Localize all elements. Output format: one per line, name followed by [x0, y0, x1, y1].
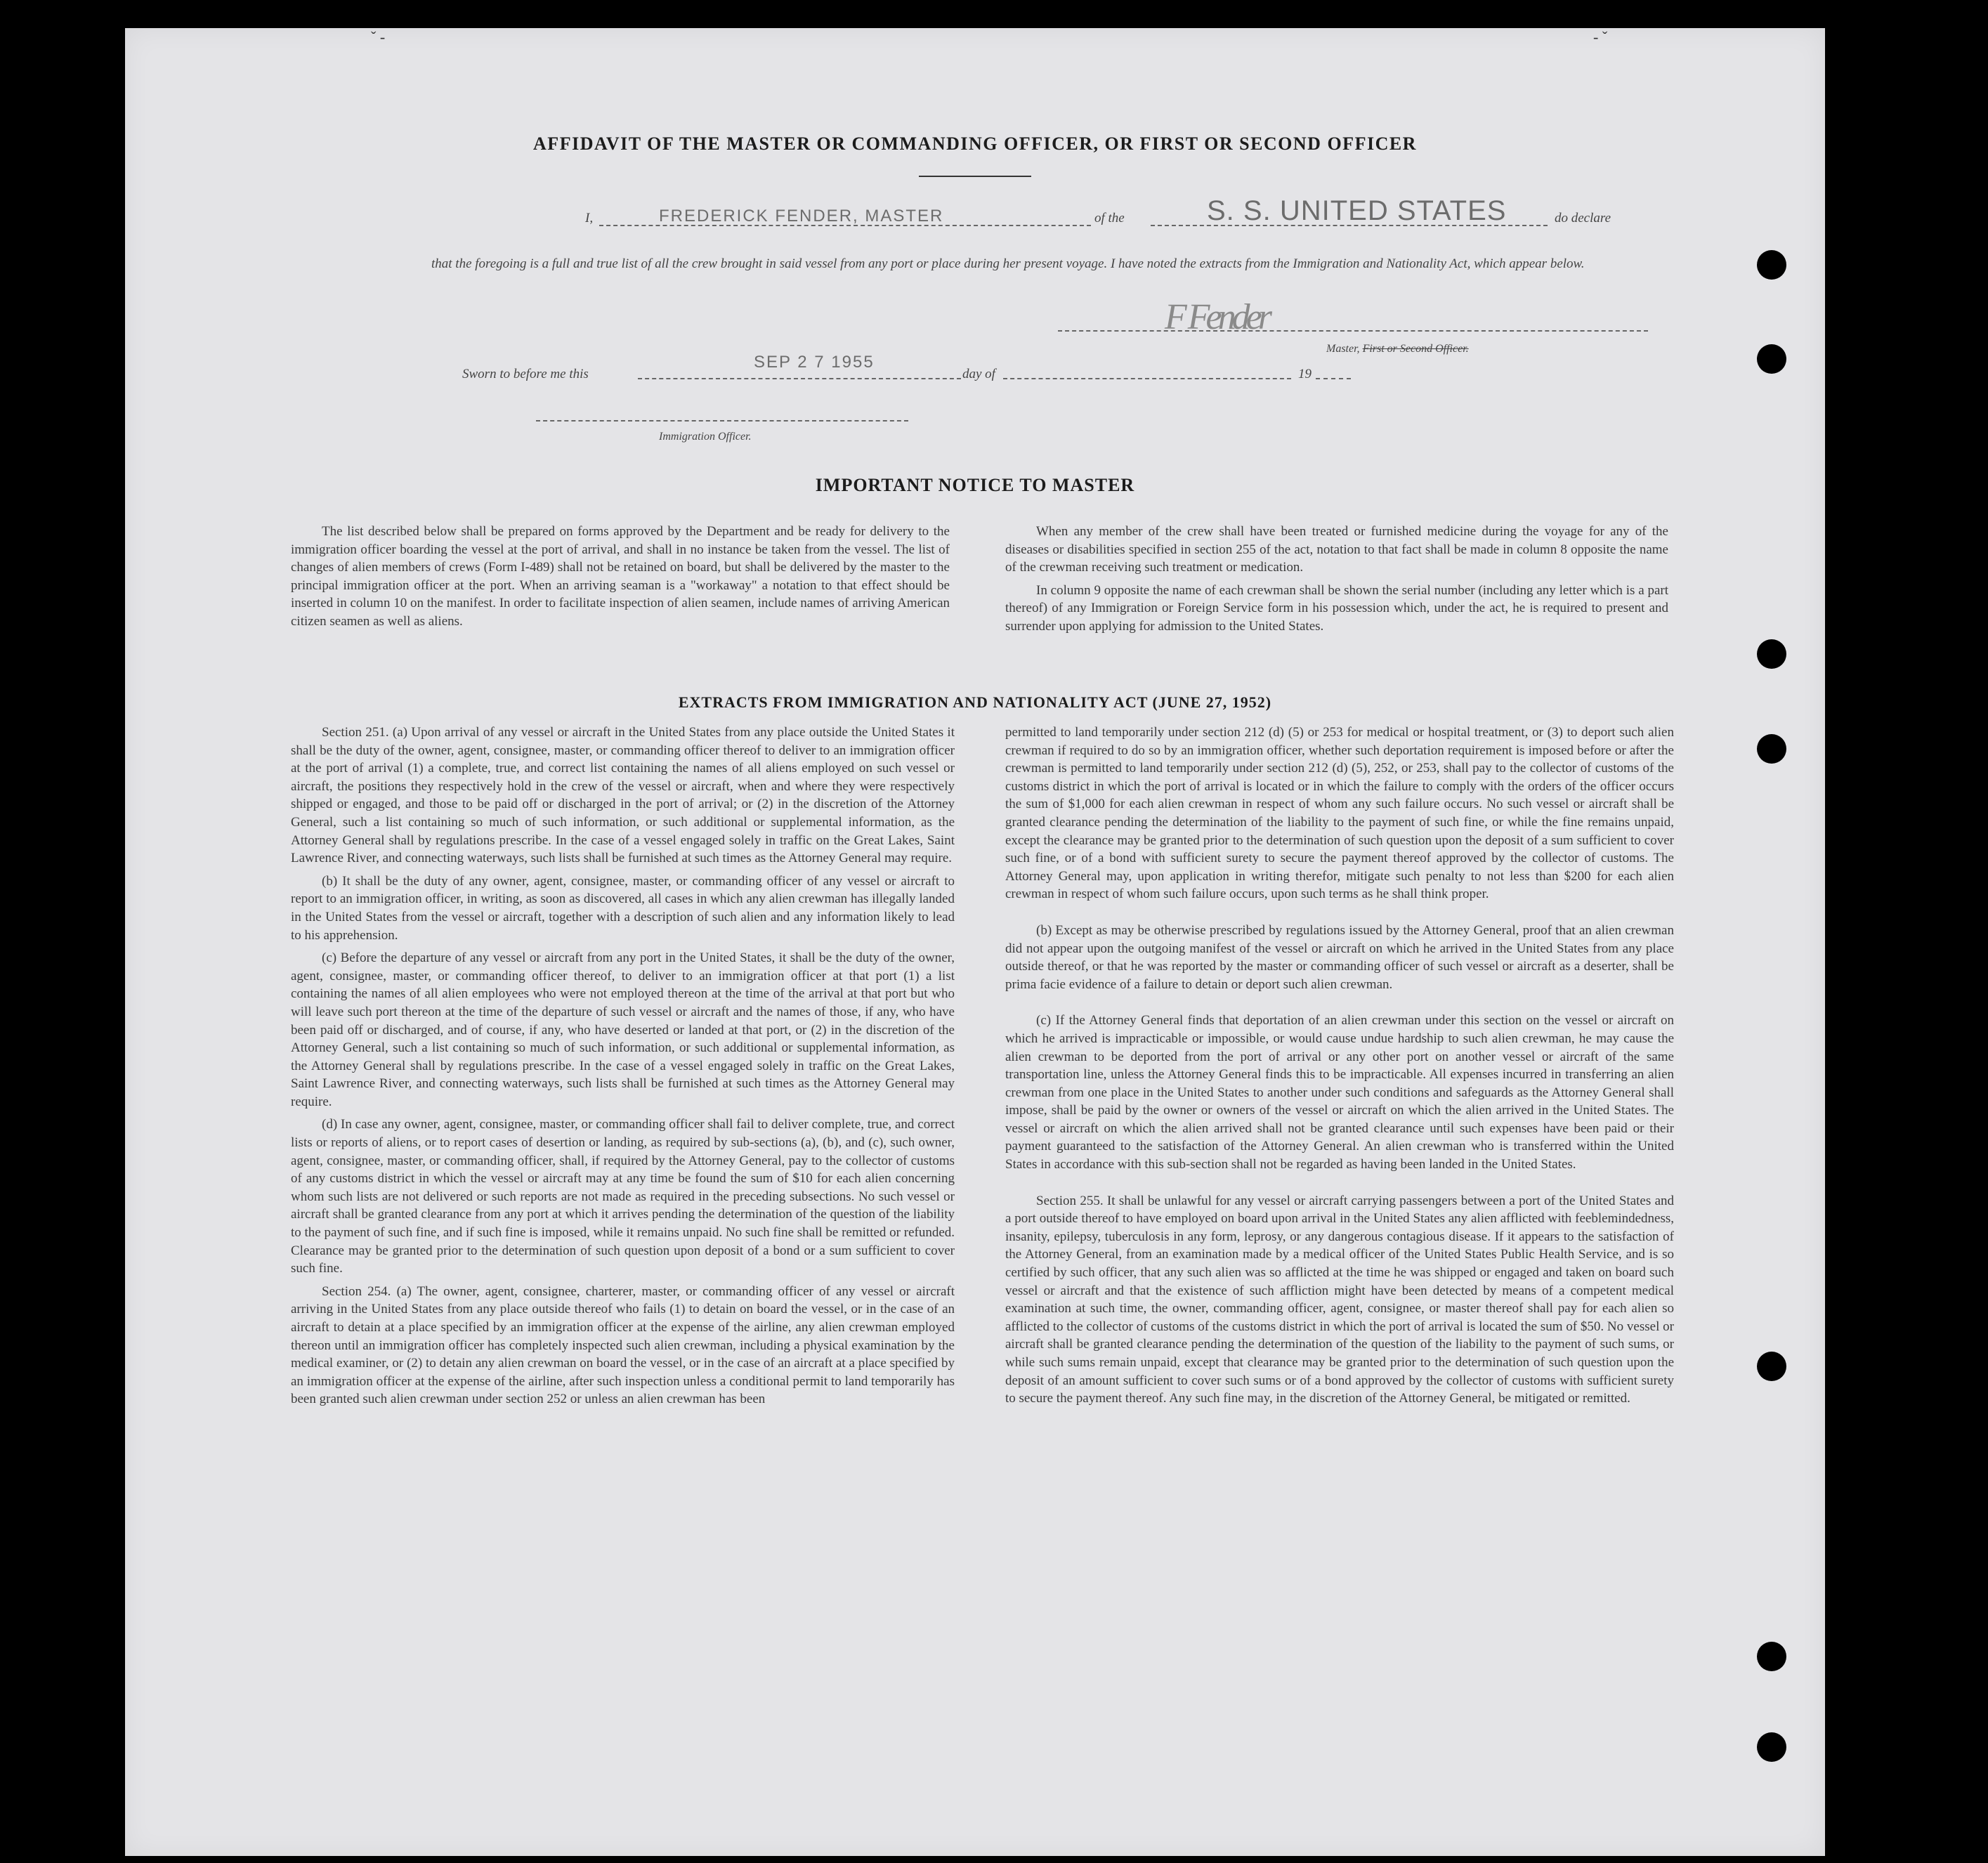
notice-paragraph: In column 9 opposite the name of each crewman shall be shown the serial number (including any letter which is a part thereof) of any Immigration or Foreign Service form in his possession which, under the act, he is required to present and surrender upon applying for admission to the United States. [1005, 582, 1668, 634]
punch-hole [1757, 1732, 1786, 1762]
extracts-right-column [1005, 724, 1674, 1426]
declarant-prefix: I, [585, 211, 594, 225]
corner-mark: ˇ - [371, 28, 386, 46]
year-prefix: 19 [1298, 367, 1312, 381]
extract-paragraph: (b) Except as may be otherwise prescribed by regulations issued by the Attorney General, proof that an alien crewman did not appear upon the outgoing manifest of the vessel or aircraft on which he arrived in the United States from any place outside thereof, or that he was reported by the master or commanding officer of such vessel or aircraft as a deserter, shall be prima facie evidence of a failure to detain or deport such alien crewman. [1005, 922, 1674, 992]
notice-right-column [1005, 523, 1668, 641]
extract-paragraph: (c) Before the departure of any vessel or aircraft from any port in the United States, it shall be the duty of the owner, agent, consignee, master, or commanding officer thereof, to deliver to an immigration officer at that port (1) a list containing the names of all alien employees who were not employed thereon at the time of the arrival at that port but who will leave such port thereon at the time of the departure of such vessel or aircraft and the names of those, if any, who have been paid off or discharged, and of course, if any, who have deserted or landed at that port, or (2) in the discretion of the Attorney General, such a list containing so much of such information, or such additional or supplemental information, as the Attorney General shall by regulations prescribe. In the case of a vessel engaged solely in traffic on the Great Lakes, Saint Lawrence River, and connecting waterways, such lists shall be furnished at such times as the Attorney General may require. [291, 950, 955, 1109]
extract-paragraph: Section 255. It shall be unlawful for any vessel or aircraft carrying passengers between a port of the United States and a port outside thereof to have employed on board upon arrival in the United States any alien afflicted with feeblemindedness, insanity, epilepsy, tuberculosis in any form, leprosy, or any dangerous contagious disease. If it appears to the satisfaction of the Attorney General, from an examination made by a medical officer of the United States Public Health Service, and is so certified by such officer, that any such alien was so afflicted at the time he was shipped or engaged and taken on board such vessel or aircraft and that the existence of such affliction might have been detected by means of a competent medical examination at such time, the owner, commanding officer, agent, consignee, or master thereof shall pay for each alien so afflicted to the collector of customs of the customs district in which the port of arrival is located the sum of $50. No vessel or aircraft shall be granted clearance pending the determination of the question of the liability to the payment of such sums, or while such sums remain unpaid, except that clearance may be granted prior to the determination of such question upon the deposit of an amount sufficient to cover such sums or of a bond approved by the collector of customs with sufficient surety to secure the payment thereof. Any such fine may, in the discretion of the Attorney General, be mitigated or remitted. [1005, 1193, 1674, 1406]
master-signature: F Fender [1165, 297, 1268, 337]
year-blank [1316, 378, 1351, 379]
document-page [125, 28, 1825, 1856]
signature-caption-master: Master, [1326, 343, 1360, 355]
punch-hole [1757, 250, 1786, 280]
extract-paragraph: (b) It shall be the duty of any owner, agent, consignee, master, or commanding officer of any vessel or aircraft to report to an immigration officer, in writing, as soon as discovered, all cases in which any alien crewman has illegally landed in the United States from the vessel or aircraft, together with a description of such alien and any information likely to lead to his apprehension. [291, 873, 955, 943]
extracts-left-column [291, 724, 955, 1413]
punch-hole [1757, 639, 1786, 669]
title-divider [919, 176, 1031, 177]
extract-paragraph: (c) If the Attorney General finds that deportation of an alien crewman under this section on the vessel or aircraft on which he arrived is impracticable or impossible, or would cause undue hardship to such alien crewman, he may cause the alien crewman to be deported from the port of arrival or any other port on another vessel or aircraft of the same transportation line, unless the Attorney General finds this to be impracticable. All expenses incurred in transferring an alien crewman from one place in the United States to another under such conditions and safeguards as the Attorney General shall impose, shall be paid by the owner or owners of the vessel or aircraft on which the alien arrived in the United States. The vessel or aircraft on which the alien arrived shall not be granted clearance until such expenses have been paid or their payment guaranteed to the satisfaction of the Attorney General. An alien crewman who is transferred within the United States in accordance with this sub-section shall not be regarded as having been landed in the United States. [1005, 1013, 1674, 1172]
of-the-label: of the [1094, 211, 1125, 225]
signature-line [1058, 330, 1648, 332]
declarant-name: FREDERICK FENDER, MASTER [659, 207, 944, 225]
extracts-title: EXTRACTS FROM IMMIGRATION AND NATIONALITY ACT (JUNE 27, 1952) [678, 693, 1272, 711]
sworn-label: Sworn to before me this [462, 367, 589, 381]
date-stamp: SEP 2 7 1955 [754, 353, 875, 372]
extract-paragraph: Section 251. (a) Upon arrival of any vessel or aircraft in the United States from any place outside the United States it shall be the duty of the owner, agent, consignee, master, or commanding officer thereof to deliver to an immigration officer at the port of arrival (1) a complete, true, and correct list containing the names of all aliens employed on such vessel or aircraft, the positions they respectively hold in the crew of the vessel or aircraft, when and where they were respectively shipped or engaged, and those to be paid off or discharged in the port of arrival; or (2) in the discretion of the Attorney General, such a list containing so much of such information, or such additional or supplemental information, as the Attorney General shall by regulations prescribe. In the case of a vessel engaged solely in traffic on the Great Lakes, Saint Lawrence River, and connecting waterways, such lists shall be furnished at such times as the Attorney General may require. [291, 725, 955, 866]
notice-title: IMPORTANT NOTICE TO MASTER [815, 475, 1135, 495]
notice-paragraph: When any member of the crew shall have been treated or furnished medicine during the voyage for any of the diseases or disabilities specified in section 255 of the act, notation to that fact shall be made in column 8 opposite the name of the crewman receiving such treatment or medication. [1005, 524, 1668, 575]
do-declare-label: do declare [1555, 211, 1611, 225]
notice-paragraph: The list described below shall be prepared on forms approved by the Department and be ready for delivery to the immigration officer boarding the vessel at the port of arrival, and shall in no instance be taken from the vessel. The list of changes of alien members of crews (Form I-489) shall not be retained on board, but shall be delivered by the master to the principal immigration officer at the port. When an arriving seaman is a "workaway" a notation to that effect should be inserted in column 10 on the manifest. In order to facilitate inspection of alien seamen, include names of arriving American citizen seamen as well as aliens. [291, 524, 950, 629]
sworn-date-blank [638, 378, 961, 379]
immigration-officer-caption: Immigration Officer. [659, 431, 752, 443]
punch-hole [1757, 734, 1786, 764]
declarant-line [459, 195, 1653, 235]
extract-paragraph: permitted to land temporarily under section 212 (d) (5) or 253 for medical or hospital treatment, or (3) to deport such alien crewman if required to do so by an immigration officer, whether such deportation requirement is imposed before or after the crewman is permitted to land temporarily under section 212 (d) (5), 252, or 253, shall pay to the collector of customs of the customs district in which the port of arrival is located or in which the failure to comply with the orders of the officer occurs the sum of $1,000 for each alien crewman in respect of whom any such failure occurs. No such vessel or aircraft shall be granted clearance pending the determination of the liability to the payment of such fine, or while the fine remains unpaid, except the clearance may be granted prior to the determination of such question upon the deposit of a sum sufficient to cover such fine, or of a bond with sufficient surety to secure the payment thereof approved by the collector of customs. The Attorney General may, upon application in writing therefor, mitigate such penalty to not less than $200 for each alien crewman in respect of whom such failure occurs, upon such terms as he shall think proper. [1005, 725, 1674, 902]
vessel-name: S. S. UNITED STATES [1207, 195, 1507, 226]
month-blank [1003, 378, 1291, 379]
sworn-line [462, 353, 1375, 386]
corner-mark: - ˇ [1593, 28, 1608, 46]
declaration-text: that the foregoing is a full and true list of all the crew brought in said vessel from any port or place during her present voyage. I have noted the extracts from the Immigration and Nationality Act, which appear below. [431, 256, 1585, 271]
immigration-officer-line [536, 420, 908, 421]
signature-caption [1326, 343, 1469, 355]
punch-hole [1757, 1642, 1786, 1671]
extract-paragraph: Section 254. (a) The owner, agent, consignee, charterer, master, or commanding officer of any vessel or aircraft arriving in the United States from any place outside thereof who fails (1) to detain on board the vessel, or in the case of an aircraft to detain at a place specified by an immigration officer at the expense of the airline, any alien crewman employed thereon until an immigration officer has completely inspected such alien crewman, including a physical examination by the medical examiner, or (2) to detain any alien crewman on board the vessel, or in the case of an aircraft at a place specified by an immigration officer at the expense of the airline, after such inspection unless a conditional permit to land temporarily has been granted such alien crewman under section 252 or unless an alien crewman has been [291, 1283, 955, 1407]
signature-caption-struck: First or Second Officer. [1362, 343, 1469, 355]
affidavit-title: AFFIDAVIT OF THE MASTER OR COMMANDING OFFICER, OR FIRST OR SECOND OFFICER [533, 133, 1417, 154]
punch-hole [1757, 344, 1786, 374]
punch-hole [1757, 1352, 1786, 1381]
extract-paragraph: (d) In case any owner, agent, consignee, master, or commanding officer shall fail to deliver complete, true, and correct lists or reports of aliens, or to report cases of desertion or landing, as required by sub-sections (a), (b), and (c), such owner, agent, consignee, master, or commanding officer, shall, if required by the Attorney General, pay to the collector of customs of any customs district in which the vessel or aircraft may at any time be found the sum of $10 for each alien concerning whom such lists are not delivered or such reports are not made as required in the preceding subsections. No such vessel or aircraft shall be granted clearance from any port at which it arrives pending the determination of the question of the liability to the payment of such fine, and if such fine is imposed, while it remains unpaid. No such fine shall be remitted or refunded. Clearance may be granted prior to the determination of such question upon deposit of a bond or a sum sufficient to cover such fine. [291, 1117, 955, 1276]
notice-left-column [291, 523, 950, 636]
day-of-label: day of [962, 367, 995, 381]
